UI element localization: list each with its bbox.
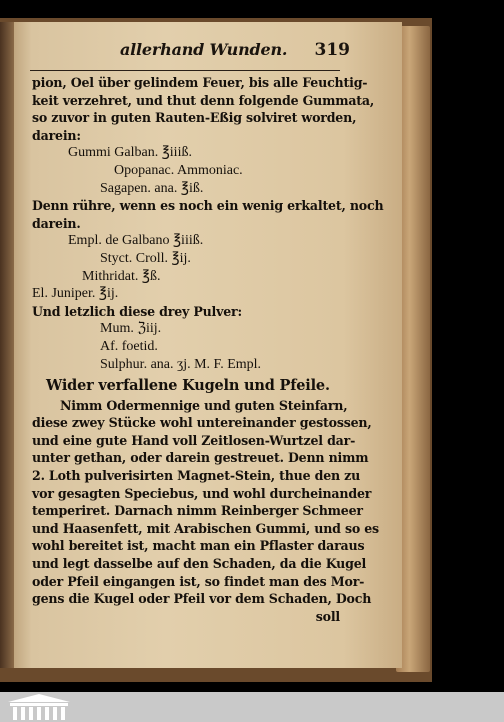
paragraph-line: vor gesagten Speciebus, und wohl durcheinander bbox=[32, 485, 372, 501]
text-line: Empl. de Galbano ℥iiiß. bbox=[68, 233, 204, 249]
text-line: Und letzlich diese drey Pulver: bbox=[32, 303, 242, 319]
book-gutter bbox=[0, 22, 14, 668]
text-line: so zuvor in guten Rauten-Eßig solviret worden, bbox=[32, 110, 357, 126]
text-line: Sagapen. ana. ℥iß. bbox=[100, 180, 204, 196]
paragraph-line: temperiret. Darnach nimm Reinberger Schmeer bbox=[32, 503, 363, 519]
text-line: Opopanac. Ammoniac. bbox=[114, 162, 243, 178]
paragraph-block bbox=[32, 397, 379, 626]
text-line: Af. foetid. bbox=[100, 338, 158, 354]
text-line: Sulphur. ana. ʒj. M. F. Empl. bbox=[100, 356, 262, 372]
library-building-icon bbox=[4, 692, 74, 722]
text-line: Styct. Croll. ℥ij. bbox=[100, 250, 191, 266]
paragraph-line: diese zwey Stücke wohl untereinander gestossen, bbox=[32, 415, 372, 431]
text-line: Mum. ℨiij. bbox=[100, 321, 162, 337]
text-line: keit verzehret, und thut denn folgende Gummata, bbox=[32, 92, 375, 108]
text-line: pion, Oel über gelindem Feuer, bis alle Feuchtig- bbox=[32, 75, 368, 90]
text-line: Gummi Galban. ℥iiiß. bbox=[68, 145, 192, 161]
paragraph-line: und Haasenfett, mit Arabischen Gummi, und so es bbox=[32, 520, 379, 536]
header-rule bbox=[30, 70, 340, 71]
paragraph-line: und eine gute Hand voll Zeitlosen-Wurtzel dar- bbox=[32, 432, 356, 448]
paragraph-line: Nimm Odermennige und guten Steinfarn, bbox=[60, 397, 348, 413]
viewer-footer-bar bbox=[0, 692, 504, 722]
text-line: darein. bbox=[32, 215, 81, 231]
page-number: 319 bbox=[314, 40, 350, 60]
paragraph-line: soll bbox=[315, 608, 340, 624]
paragraph-line: oder Pfeil eingangen ist, so findet man des Mor- bbox=[32, 573, 365, 589]
paragraph-line: gens die Kugel oder Pfeil vor dem Schaden, Doch bbox=[32, 591, 372, 607]
text-line: Mithridat. ℥ß. bbox=[82, 268, 161, 284]
section-heading: Wider verfallene Kugeln und Pfeile. bbox=[46, 377, 330, 395]
running-head: allerhand Wunden. bbox=[120, 40, 288, 59]
page-header bbox=[120, 40, 350, 64]
text-line: darein: bbox=[32, 127, 81, 143]
paragraph-line: 2. Loth pulverisirten Magnet-Stein, thue den zu bbox=[32, 468, 361, 484]
paragraph-line: unter gethan, oder darein gestreuet. Denn nimm bbox=[32, 450, 369, 466]
paragraph-line: wohl bereitet ist, macht man ein Pflaster daraus bbox=[32, 538, 365, 554]
paragraph-line: und legt dasselbe auf den Schaden, da die Kugel bbox=[32, 556, 367, 572]
body-text bbox=[32, 74, 384, 625]
recipe-block bbox=[32, 74, 384, 373]
text-line: Denn rühre, wenn es noch ein wenig erkaltet, noch bbox=[32, 198, 384, 214]
text-line: El. Juniper. ℥ij. bbox=[32, 286, 119, 302]
